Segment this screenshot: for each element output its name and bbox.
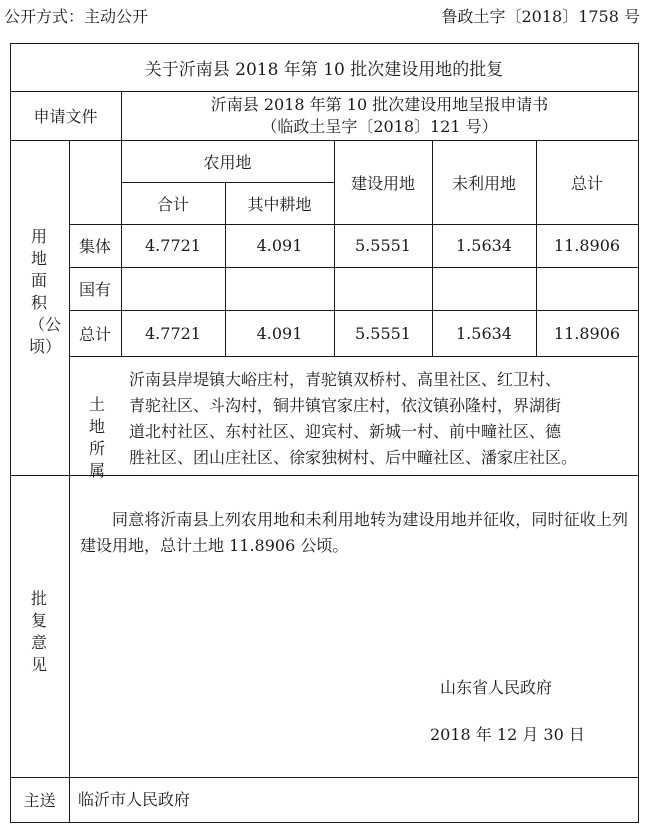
table-border-bottom — [10, 822, 639, 823]
application-reference: （临政土呈字〔2018〕121 号） — [261, 117, 498, 136]
area-side-label: 用地面积（公顷） — [29, 227, 62, 356]
ownership-label: 土地所属 — [88, 395, 105, 480]
application-cell — [121, 91, 638, 140]
subtotal-cell — [121, 267, 225, 310]
unused-cell: 1.5634 — [456, 323, 512, 343]
row-label: 总计 — [78, 324, 111, 344]
document-number: 鲁政土字〔2018〕1758 号 — [441, 7, 640, 26]
application-title: 沂南县 2018 年第 10 批次建设用地呈报申请书 — [210, 95, 549, 114]
unused-cell: 1.5634 — [456, 236, 512, 255]
document-title: 关于沂南县 2018 年第 10 批次建设用地的批复 — [144, 59, 504, 80]
disclosure-label: 公开方式：主动公开 — [4, 7, 149, 26]
row-divider — [10, 777, 639, 778]
cultivated-cell: 4.091 — [256, 236, 303, 255]
approval-date: 2018 年 12 月 30 日 — [430, 725, 585, 744]
subtotal-cell: 4.7721 — [145, 236, 201, 255]
subtotal-header: 合计 — [156, 194, 189, 214]
ownership-line: 沂南县岸堤镇大峪庄村，青驼镇双桥村、高里社区、红卫村、 — [129, 370, 562, 389]
row-label: 国有 — [78, 280, 111, 299]
row-label: 集体 — [78, 237, 111, 256]
ownership-line: 道北村社区、东村社区、迎宾村、新城一村、前中疃社区、德 — [129, 422, 562, 441]
ownership-line: 青驼社区、斗沟村，铜井镇官家庄村，依汶镇孙隆村，界湖街 — [129, 396, 562, 415]
signer: 山东省人民政府 — [440, 678, 553, 697]
total-header: 总计 — [570, 173, 603, 193]
total-cell — [536, 267, 638, 310]
cultivated-cell: 4.091 — [256, 323, 303, 343]
farmland-header: 农用地 — [203, 152, 252, 172]
approval-text: 同意将沂南县上列农用地和未利用地转为建设用地并征收，同时征收上列建设用地，总计土地 11.8906 公顷。 — [80, 510, 628, 555]
subtotal-cell: 4.7721 — [145, 323, 201, 343]
total-cell: 11.8906 — [553, 323, 621, 343]
table-border-right — [638, 43, 639, 823]
construction-cell: 5.5551 — [355, 323, 411, 343]
cultivated-header: 其中耕地 — [247, 194, 312, 214]
application-label: 申请文件 — [33, 107, 98, 126]
unused-header: 未利用地 — [451, 173, 516, 193]
ownership-line: 胜社区、团山庄社区、徐家独树村、后中疃社区、潘家庄社区。 — [129, 448, 578, 467]
approval-label: 批复意见 — [30, 589, 47, 674]
unused-cell — [432, 267, 536, 310]
recipient-value: 临沂市人民政府 — [78, 790, 191, 809]
recipient-label: 主送 — [23, 791, 56, 810]
construction-header: 建设用地 — [350, 173, 415, 193]
construction-cell: 5.5551 — [355, 236, 411, 255]
cultivated-cell — [225, 267, 334, 310]
row-divider — [69, 356, 639, 357]
construction-cell — [334, 267, 432, 310]
table-border-left — [10, 43, 11, 823]
total-cell: 11.8906 — [553, 236, 621, 255]
